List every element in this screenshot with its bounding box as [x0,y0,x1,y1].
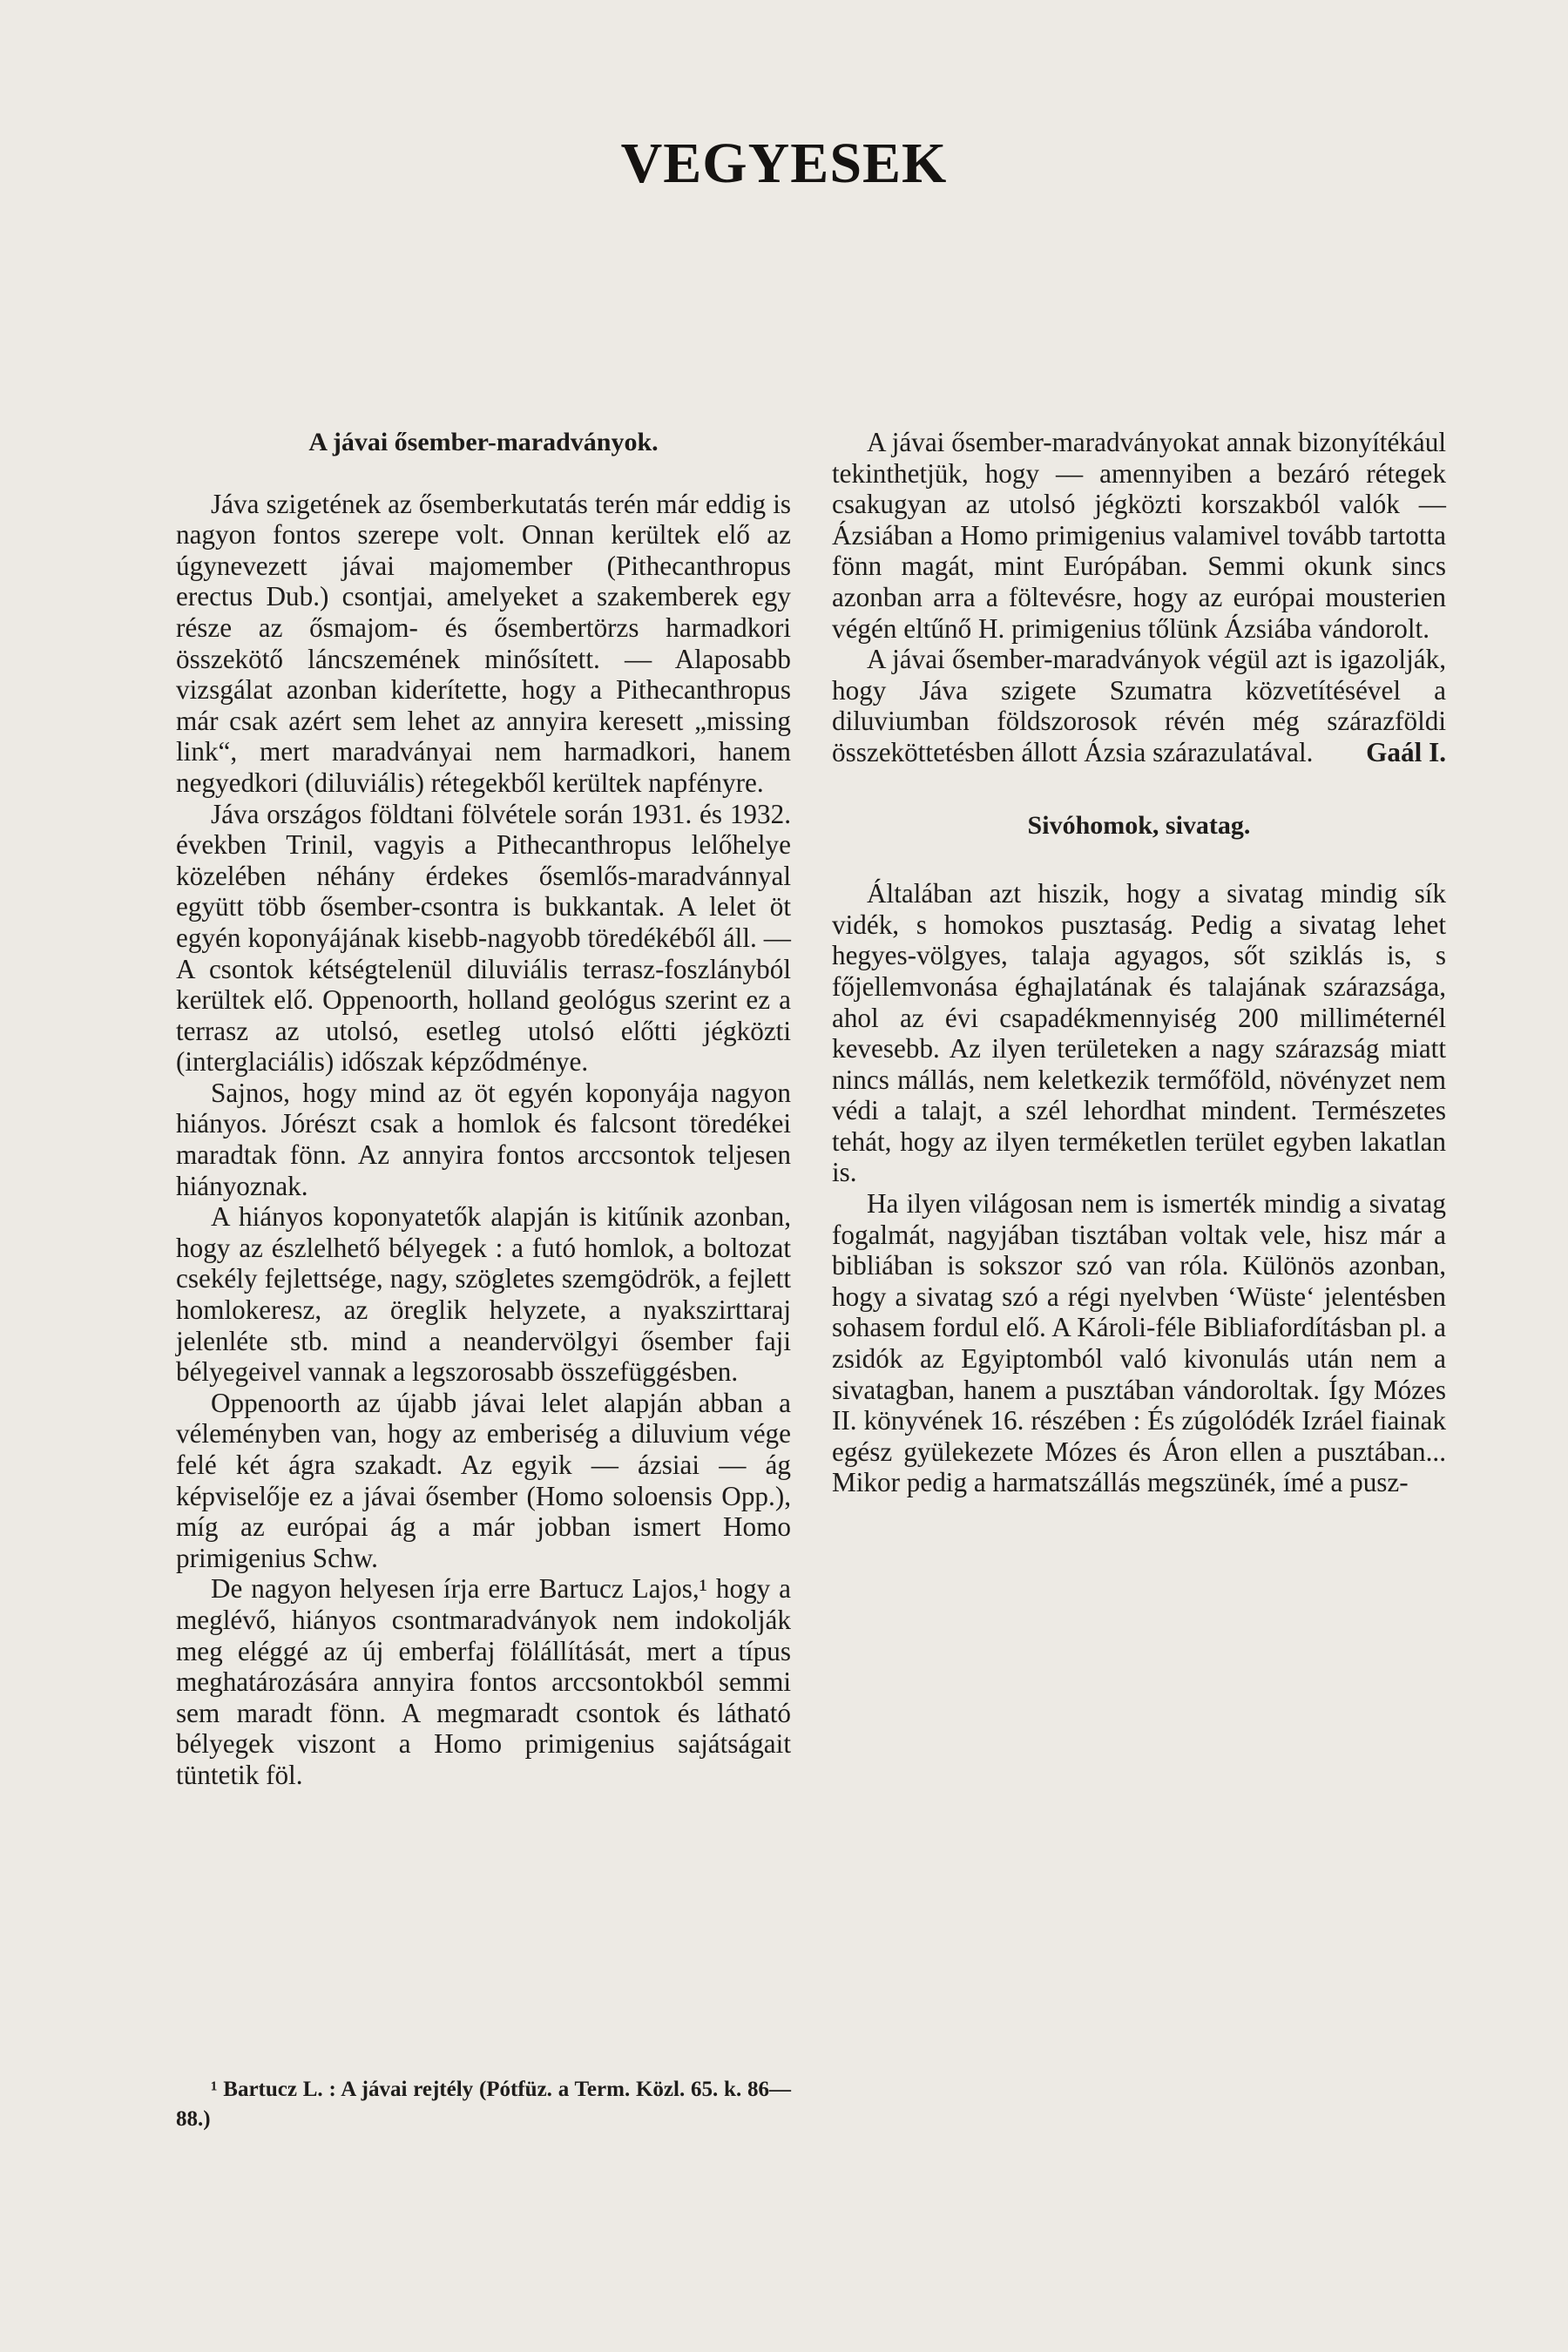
page-title: VEGYESEK [620,132,948,195]
paragraph: Sajnos, hogy mind az öt egyén koponyája nagyon hiányos. Jórészt csak a homlok és falcsont töredékei maradtak fönn. Az annyira fontos arccsontok teljesen hiányoznak. [176,1077,791,1201]
paragraph: Oppenoorth az újabb jávai lelet alapján abban a véleményben van, hogy az emberiség a diluvium vége felé két ágra szakadt. Az egyik — ázsiai — ág képviselője ez a jávai ősember (Homo soloensis Opp.), míg az európai ág a már jobban ismert Homo primigenius Schw. [176,1387,791,1573]
right-column [832,427,1446,1498]
paragraph: Ha ilyen világosan nem is ismerték mindig a sivatag fogalmát, nagyjában tisztában voltak vele, hisz már a bibliában is sokszor szó van róla. Különös azonban, hogy a sivatag szó a régi nyelvben ‘Wüste‘ jelentésben sohasem fordul elő. A Károli-féle Bibliafordításban pl. a zsidók az Egyiptomból való kivonulás után nem a sivatagban, hanem a pusztában vándoroltak. Így Mózes II. könyvének 16. részében : És zúgolódék Izráel fiainak egész gyülekezete Mózes és Áron ellen a pusztában... Mikor pedig a harmatszállás megszünék, ímé a pusz- [832,1188,1446,1498]
paragraph-with-signature [832,644,1446,767]
paragraph: A hiányos koponyatetők alapján is kitűnik azonban, hogy az észlelhető bélyegek : a futó homlok, a boltozat csekély fejlettsége, nagy, szögletes szemgödrök, a fejlett homlokeresz, az öreglik helyzete, a nyakszirttaraj jelenléte stb. mind a neandervölgyi ősember faji bélyegeivel vannak a legszorosabb összefüggésben. [176,1201,791,1388]
paragraph: Jáva országos földtani fölvétele során 1931. és 1932. években Trinil, vagyis a Pithecanthropus lelőhelye közelében néhány érdekes ősemlős-maradvánnyal együtt több ősember-csontra is bukkantak. A lelet öt egyén koponyájának kisebb-nagyobb töredékéből áll. — A csontok kétségtelenül diluviális terrasz-foszlányból kerültek elő. Oppenoorth, holland geológus szerint ez a terrasz az utolsó, esetleg utolsó előtti jégközti (interglaciális) időszak képződménye. [176,798,791,1078]
paragraph: Jáva szigetének az ősemberkutatás terén már eddig is nagyon fontos szerepe volt. Onnan kerültek elő az úgynevezett jávai majomember (Pithecanthropus erectus Dub.) csontjai, amelyeket a szakemberek egy része az ősmajom- és ősembertörzs harmadkori összekötő láncszemének minősített. — Alaposabb vizsgálat azonban kiderítette, hogy a Pithecanthropus már csak azért sem lehet az annyira keresett „missing link“, mert maradványai nem harmadkori, hanem negyedkori (diluviális) rétegekből kerültek napfényre. [176,488,791,798]
paragraph-text: A jávai ősember-maradványok végül azt is igazolják, hogy Jáva szigete Szumatra közvetítésével a diluviumban földszorosok révén még szárazföldi összeköttetésben állott Ázsia szárazulatával. [832,644,1446,767]
left-column [176,427,791,1791]
article-heading-java: A jávai ősember-maradványok. [308,428,659,456]
author-signature: Gaál I. [1366,736,1446,767]
article-heading-sivatag: Sivóhomok, sivatag. [1027,810,1251,840]
paragraph: Általában azt hiszik, hogy a sivatag mindig sík vidék, s homokos pusztaság. Pedig a sivatag lehet hegyes-völgyes, talaja agyagos, sőt sziklás is, s főjellemvonása éghajlatának és talajának szárazsága, ahol az évi csapadékmennyiség 200 milliméternél kevesebb. Az ilyen területeken a nagy szárazság miatt nincs mállás, nem keletkezik termőföld, növényzet nem védi a talajt, a szél lehordhat mindent. Természetes tehát, hogy az ilyen terméketlen terület egyben lakatlan is. [832,878,1446,1188]
paragraph: A jávai ősember-maradványokat annak bizonyítékául tekinthetjük, hogy — amennyiben a bezáró rétegek csakugyan az utolsó jégközti korszakból valók — Ázsiában a Homo primigenius valamivel tovább tartotta fönn magát, mint Európában. Semmi okunk sincs azonban arra a föltevésre, hogy az európai mousterien végén eltűnő H. primigenius tőlünk Ázsiába vándorolt. [832,427,1446,644]
footnote [176,2075,791,2134]
footnote-text: ¹ Bartucz L. : A jávai rejtély (Pótfüz. a Term. Közl. 65. k. 86—88.) [176,2078,791,2131]
paragraph: De nagyon helyesen írja erre Bartucz Lajos,¹ hogy a meglévő, hiányos csontmaradványok nem indokolják meg eléggé az új emberfaj fölállítását, mert a típus meghatározására annyira fontos arccsontokból semmi sem maradt fönn. A megmaradt csontok és látható bélyegek viszont a Homo primigenius sajátságait tüntetik föl. [176,1573,791,1790]
